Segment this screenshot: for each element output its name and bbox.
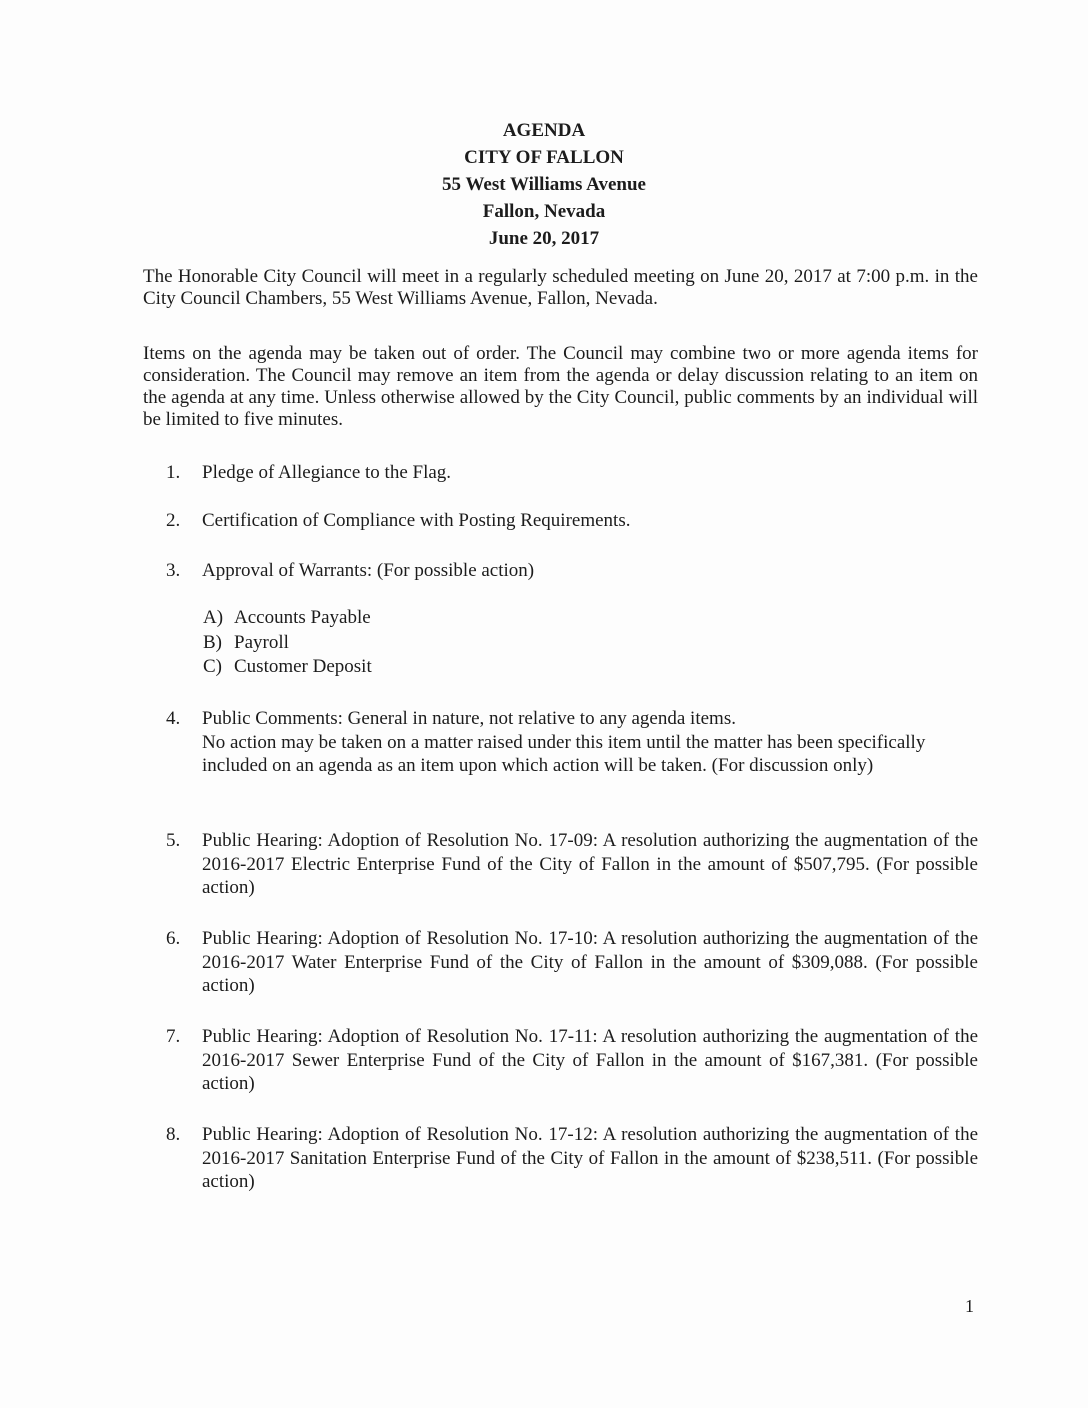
agenda-item-4 [166, 707, 978, 778]
page-number: 1 [965, 1296, 974, 1316]
item-number: 5. [166, 830, 181, 851]
agenda-item-8 [166, 1123, 978, 1194]
item-number: 8. [166, 1124, 181, 1145]
intro-paragraph: The Honorable City Council will meet in a regularly scheduled meeting on June 20, 2017 at 7:00 p.m. in the City Council Chambers, 55 West Williams Avenue, Fallon, Nevada. [143, 266, 978, 309]
agenda-item-6 [166, 927, 978, 998]
item-text: Approval of Warrants: (For possible action) [202, 560, 535, 581]
warrants-sublist [203, 606, 372, 680]
sub-item-letter: A) [203, 607, 224, 628]
item-number: 2. [166, 510, 181, 531]
agenda-item-7 [166, 1025, 978, 1096]
agenda-item-2 [166, 509, 978, 533]
rules-paragraph: Items on the agenda may be taken out of order. The Council may combine two or more agenda items for consideration. The Council may remove an item from the agenda or delay discussion relating to an item on the agenda at any time. Unless otherwise allowed by the City Council, public comments by an individual will be limited to five minutes. [143, 343, 978, 430]
item-text: Public Comments: General in nature, not relative to any agenda items. [202, 708, 736, 729]
agenda-header [0, 117, 1088, 252]
item-number: 6. [166, 928, 181, 949]
item-text: Public Hearing: Adoption of Resolution No. 17-12: A resolution authorizing the augmentation of the 2016-2017 Sanitation Enterprise Fund of the City of Fallon in the amount of $238,511. (For possible action) [202, 1124, 978, 1192]
item-text: Public Hearing: Adoption of Resolution No. 17-11: A resolution authorizing the augmentation of the 2016-2017 Sewer Enterprise Fund of the City of Fallon in the amount of $167,381. (For possible action) [202, 1026, 978, 1094]
sub-item-label: Customer Deposit [234, 656, 372, 677]
item-number: 3. [166, 560, 181, 581]
sub-item-letter: B) [203, 631, 222, 653]
warrant-item-payroll [203, 631, 372, 656]
city-name: CITY OF FALLON [464, 147, 624, 168]
item-text: Certification of Compliance with Posting Requirements. [202, 510, 631, 531]
agenda-item-3 [166, 559, 978, 583]
agenda-item-1 [166, 461, 978, 485]
street-address: 55 West Williams Avenue [442, 174, 646, 195]
sub-item-label: Payroll [234, 631, 289, 653]
warrant-item-customer-deposit [203, 655, 372, 680]
warrant-item-accounts-payable [203, 606, 372, 631]
item-number: 4. [166, 708, 181, 729]
meeting-date: June 20, 2017 [488, 228, 600, 249]
item-note: No action may be taken on a matter raised under this item until the matter has been specifically included on an agenda as an item upon which action will be taken. (For discussion only) [202, 731, 926, 776]
item-text: Public Hearing: Adoption of Resolution No. 17-09: A resolution authorizing the augmentation of the 2016-2017 Electric Enterprise Fund of the City of Fallon in the amount of $507,795. (For possible action) [202, 830, 978, 898]
sub-item-letter: C) [203, 656, 222, 677]
agenda-item-5 [166, 829, 978, 900]
item-text: Pledge of Allegiance to the Flag. [202, 462, 452, 483]
agenda-title: AGENDA [502, 120, 586, 141]
city-state: Fallon, Nevada [482, 201, 606, 222]
item-number: 1. [166, 462, 181, 483]
item-number: 7. [166, 1026, 181, 1047]
item-text: Public Hearing: Adoption of Resolution No. 17-10: A resolution authorizing the augmentation of the 2016-2017 Water Enterprise Fund of the City of Fallon in the amount of $309,088. (For possible action) [202, 928, 978, 996]
sub-item-label: Accounts Payable [234, 607, 371, 628]
